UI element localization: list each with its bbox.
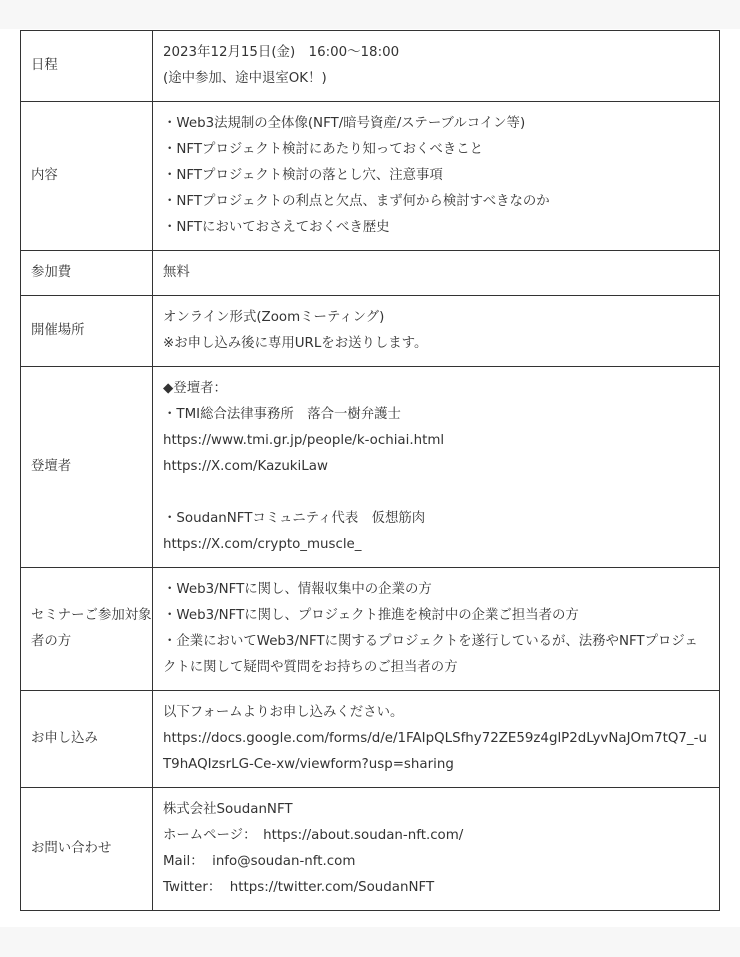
text-line: ・NFTにおいておさえておくべき歴史 [163,220,390,235]
blank-line [163,480,711,506]
text-line: ・NFTプロジェクト検討にあたり知っておくべきこと [163,142,483,157]
text-line: 無料 [163,265,190,280]
table-row-content [21,102,720,251]
table-row-venue [21,296,720,367]
table-row-target-audience [21,568,720,691]
twitter-link[interactable]: Twitter： https://twitter.com/SoudanNFT [163,880,435,895]
table-row-contact [21,788,720,911]
text-line: 2023年12月15日(金) 16:00〜18:00 [163,45,400,60]
text-line: 株式会社SoudanNFT [163,802,293,817]
row-label: 日程 [21,31,153,102]
table-row-fee [21,251,720,296]
text-line: (途中参加、途中退室OK！) [163,71,327,86]
row-value [153,296,720,367]
text-line: ・TMI総合法律事務所 落合一樹弁護士 [163,407,401,422]
row-label: セミナーご参加対象者の方 [21,568,153,691]
text-line: ◆登壇者： [163,381,227,396]
text-line: ・NFTプロジェクト検討の落とし穴、注意事項 [163,168,443,183]
text-line: ・Web3法規制の全体像(NFT/暗号資産/ステーブルコイン等) [163,116,526,131]
row-value [153,102,720,251]
application-form-link[interactable]: https://docs.google.com/forms/d/e/1FAIpQLSfhy72ZE59z4glP2dLyvNaJOm7tQ7_-uT9hAQIzsrLG-Ce-xw/viewform?usp=sharing [163,731,707,772]
table-row-application [21,691,720,788]
mail-link[interactable]: Mail： info@soudan-nft.com [163,854,356,869]
row-label: お申し込み [21,691,153,788]
text-line: オンライン形式(Zoomミーティング) [163,310,385,325]
speaker-link[interactable]: https://www.tmi.gr.jp/people/k-ochiai.html [163,433,445,448]
row-value [153,251,720,296]
row-label: 内容 [21,102,153,251]
homepage-link[interactable]: ホームページ： https://about.soudan-nft.com/ [163,828,464,843]
speaker-link[interactable]: https://X.com/KazukiLaw [163,459,328,474]
text-line: ・企業においてWeb3/NFTに関するプロジェクトを遂行しているが、法務やNFTプロジェクトに関して疑問や質問をお持ちのご担当者の方 [163,634,698,675]
row-label: 開催場所 [21,296,153,367]
seminar-info-table [20,30,720,911]
text-line: ・SoudanNFTコミュニティ代表 仮想筋肉 [163,511,426,526]
text-line: ・NFTプロジェクトの利点と欠点、まず何から検討すべきなのか [163,194,550,209]
row-value [153,31,720,102]
row-value [153,568,720,691]
text-line: 以下フォームよりお申し込みください。 [163,705,404,720]
text-line: ※お申し込み後に専用URLをお送りします。 [163,336,428,351]
row-label: お問い合わせ [21,788,153,911]
row-value [153,788,720,911]
speaker-link[interactable]: https://X.com/crypto_muscle_ [163,537,362,552]
row-value [153,367,720,568]
row-label: 参加費 [21,251,153,296]
row-label: 登壇者 [21,367,153,568]
text-line: ・Web3/NFTに関し、プロジェクト推進を検討中の企業ご担当者の方 [163,608,579,623]
table-row-speakers [21,367,720,568]
row-value [153,691,720,788]
table-row-schedule [21,31,720,102]
document-sheet [0,29,740,927]
text-line: ・Web3/NFTに関し、情報収集中の企業の方 [163,582,432,597]
